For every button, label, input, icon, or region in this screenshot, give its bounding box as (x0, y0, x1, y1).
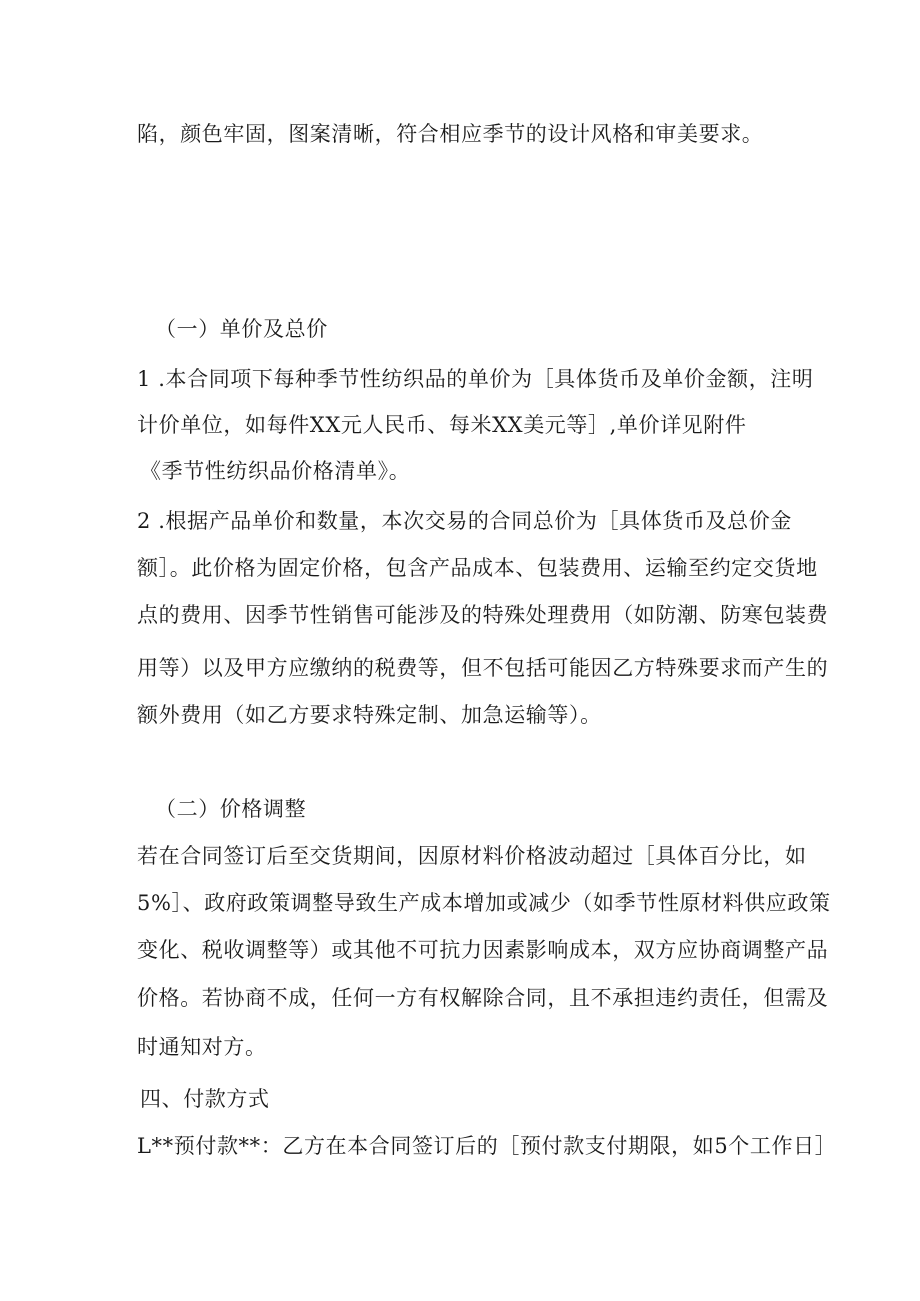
payment-prepayment-line: L**预付款**：乙方在本合同签订后的［预付款支付期限，如5个工作日］ (137, 1134, 837, 1158)
section-heading-unit-price: （一）单价及总价 (155, 317, 328, 341)
adjustment-line-4: 价格。若协商不成，任何一方有权解除合同，且不承担违约责任，但需及 (137, 986, 829, 1010)
clause-1-line-3: 《季节性纺织品价格清单》。 (140, 459, 411, 483)
adjustment-line-1: 若在合同签订后至交货期间，因原材料价格波动超过［具体百分比，如 (137, 844, 807, 868)
clause-2-line-4: 用等）以及甲方应缴纳的税费等，但不包括可能因乙方特殊要求而产生的 (137, 656, 829, 680)
clause-2-line-1: 2 .根据产品单价和数量，本次交易的合同总价为［具体货币及总价金 (137, 509, 792, 533)
clause-2-line-3: 点的费用、因季节性销售可能涉及的特殊处理费用（如防潮、防寒包装费 (137, 603, 829, 627)
clause-1-line-1: 1 .本合同项下每种季节性纺织品的单价为［具体货币及单价金额，注明 (137, 367, 814, 391)
clause-2-line-5: 额外费用（如乙方要求特殊定制、加急运输等）。 (137, 703, 602, 727)
paragraph-quality-end: 陷，颜色牢固，图案清晰，符合相应季节的设计风格和审美要求。 (137, 122, 764, 146)
section-heading-payment: 四、付款方式 (140, 1087, 270, 1111)
adjustment-line-2: 5%］、政府政策调整导致生产成本增加或减少（如季节性原材料供应政策 (137, 891, 831, 915)
adjustment-line-3: 变化、税收调整等）或其他不可抗力因素影响成本，双方应协商调整产品 (137, 938, 829, 962)
clause-1-line-2: 计价单位，如每件XX元人民币、每米XX美元等］,单价详见附件 (137, 413, 747, 437)
adjustment-line-5: 时通知对方。 (137, 1035, 267, 1059)
clause-2-line-2: 额］。此价格为固定价格，包含产品成本、包装费用、运输至约定交货地 (137, 556, 818, 580)
section-heading-price-adjustment: （二）价格调整 (155, 797, 307, 821)
